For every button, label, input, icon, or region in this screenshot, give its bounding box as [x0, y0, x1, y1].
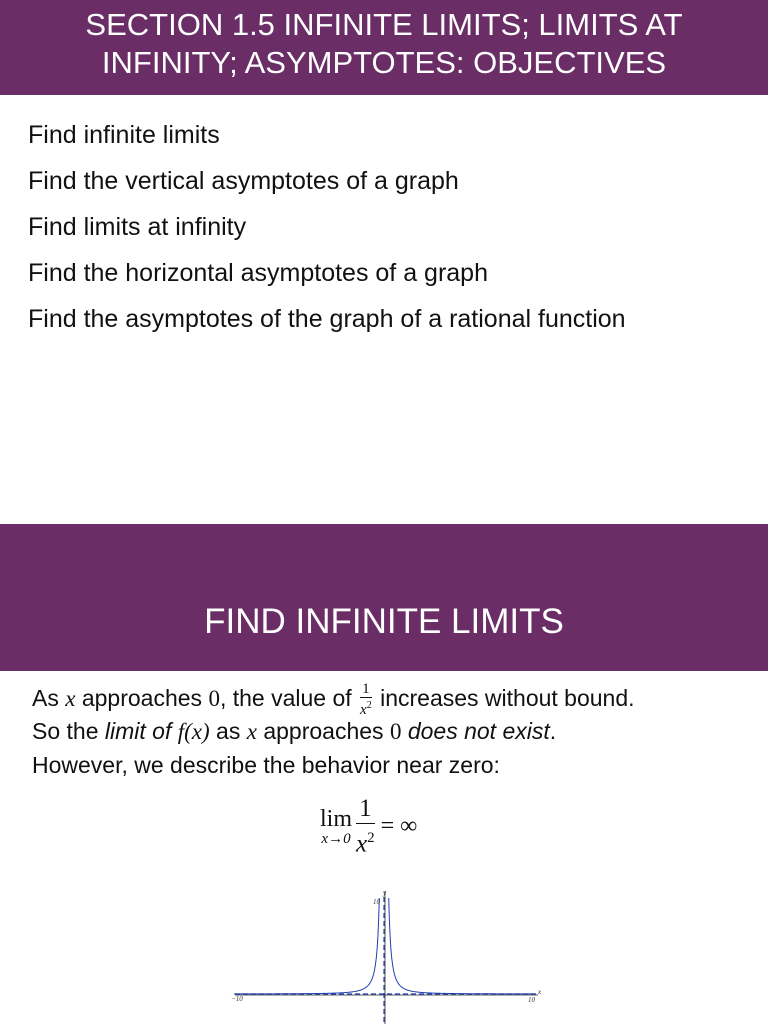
- function-graph: [220, 885, 550, 1024]
- lim-subscript: x→0: [321, 830, 351, 847]
- math-variable: x: [65, 686, 76, 712]
- objective-item: Find the asymptotes of the graph of a rational function: [28, 305, 626, 333]
- equals-infinity: = ∞: [380, 813, 418, 840]
- text-fragment: As: [32, 685, 66, 712]
- slide2-title: FIND INFINITE LIMITS: [204, 602, 564, 641]
- lim-word: lim: [320, 805, 353, 832]
- objective-item: Find infinite limits: [28, 121, 220, 149]
- curve-right-branch: [389, 898, 534, 994]
- text-fragment: increases without bound.: [373, 685, 635, 712]
- exponent: 2: [367, 830, 375, 846]
- emphasis-text: limit of: [104, 718, 178, 744]
- math-variable: x: [360, 702, 367, 718]
- limit-formula: [320, 795, 417, 858]
- x-left-tick-label: −10: [231, 995, 243, 1003]
- fraction-numerator: 1: [356, 795, 375, 824]
- objective-item: Find limits at infinity: [28, 213, 247, 241]
- y-axis-label: y: [383, 889, 387, 897]
- slide1-title-line1: SECTION 1.5 INFINITE LIMITS; LIMITS AT: [85, 7, 683, 42]
- inline-fraction: [360, 682, 372, 718]
- x-axis-label: x: [538, 988, 542, 996]
- slide2-header: [0, 524, 768, 671]
- objective-item: Find the vertical asymptotes of a graph: [28, 167, 459, 195]
- math-variable: x: [246, 719, 257, 744]
- fraction-denominator: [356, 824, 375, 858]
- math-number: 0: [208, 686, 220, 712]
- x-right-tick-label: 10: [528, 996, 535, 1004]
- text-fragment: approaches: [75, 685, 209, 712]
- fraction-numerator: 1: [360, 682, 372, 698]
- math-function: f(x): [177, 719, 210, 744]
- objective-item: Find the horizontal asymptotes of a graph: [28, 259, 488, 287]
- explanation-line-3: However, we describe the behavior near zero:: [32, 752, 500, 778]
- exponent: 2: [366, 700, 372, 711]
- text-fragment: So the: [32, 718, 105, 744]
- math-number: 0: [389, 719, 402, 744]
- text-fragment: .: [549, 718, 557, 744]
- slide1-header: [0, 0, 768, 95]
- text-fragment: approaches: [256, 718, 390, 744]
- explanation-text: [32, 682, 752, 784]
- text-fragment: , the value of: [219, 685, 359, 712]
- y-top-tick-label: 10: [373, 898, 380, 906]
- objectives-list: [28, 112, 626, 342]
- display-fraction: [356, 795, 375, 858]
- limit-operator: [320, 807, 352, 847]
- text-fragment: as: [209, 718, 247, 744]
- slide1-title-line2: INFINITY; ASYMPTOTES: OBJECTIVES: [101, 45, 667, 80]
- explanation-line-2: [32, 716, 752, 750]
- explanation-line-1: [32, 682, 752, 716]
- math-variable: x: [356, 830, 368, 858]
- emphasis-text: does not exist: [407, 718, 550, 744]
- curve-left-branch: [234, 898, 379, 994]
- fraction-denominator: [360, 698, 372, 718]
